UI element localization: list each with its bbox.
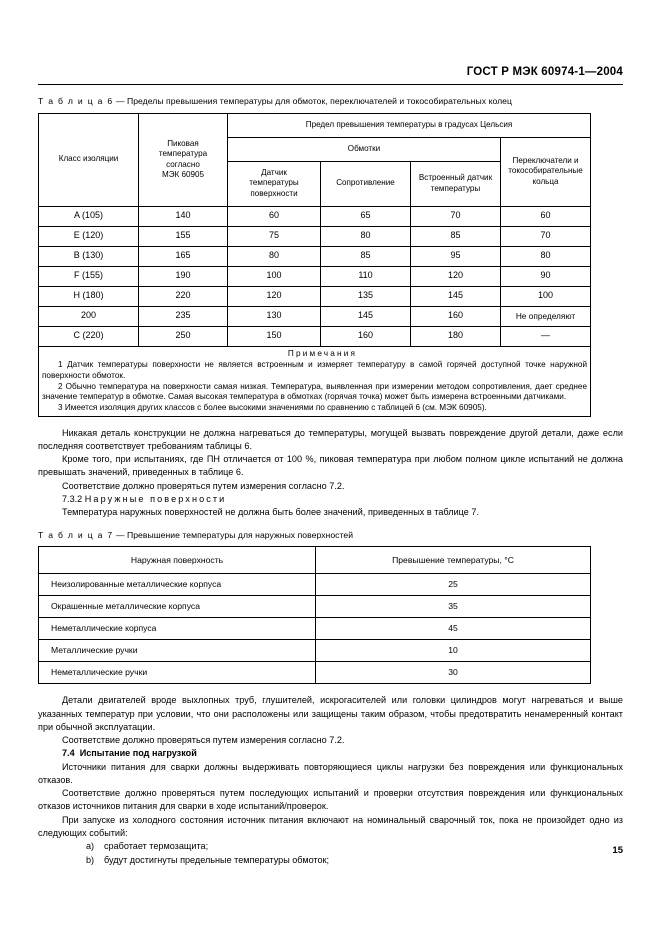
list-item: [38, 840, 623, 854]
table6-caption: [38, 96, 623, 107]
section-heading-7-3-2: [38, 493, 623, 506]
cell-class: B (130): [39, 246, 139, 266]
switches-line2: токособирательные: [508, 166, 583, 176]
cell-rise: 30: [316, 662, 591, 684]
cell-surface-name: Металлические ручки: [39, 640, 316, 662]
cell-peak: 165: [139, 246, 228, 266]
cell-surface-name: Неметаллические ручки: [39, 662, 316, 684]
cell-surface: 100: [228, 266, 321, 286]
table-row: [39, 662, 591, 684]
table6-col-resistance: Сопротивление: [321, 161, 411, 206]
table7-caption-text: — Превышение температуры для наружных поверхностей: [113, 529, 354, 540]
table6-caption-text: — Пределы превышения температуры для обмоток, переключателей и токособирательных колец: [113, 96, 512, 106]
paragraph-conformity-7-2-second: Соответствие должно проверяться путем измерения согласно 7.2.: [62, 735, 345, 746]
table7-block: [38, 530, 623, 685]
cell-switches: 60: [501, 206, 591, 226]
table6-col-switches-rings: [501, 137, 591, 206]
table6: [38, 113, 591, 417]
cell-embedded: 180: [411, 326, 501, 346]
list-marker: a): [86, 841, 95, 852]
table7-caption-prefix: Т а б л и ц а 7: [38, 529, 114, 540]
surface-sensor-line2: температуры: [249, 178, 299, 188]
table6-col-peak-temperature: [139, 113, 228, 206]
cell-switches: 70: [501, 226, 591, 246]
cell-resistance: 65: [321, 206, 411, 226]
table7-col-temperature-rise: Превышение температуры, °С: [316, 547, 591, 574]
cell-embedded: 95: [411, 246, 501, 266]
paragraph-no-part-overheat: Никакая деталь конструкции не должна нагреваться до температуры, могущей вызвать повреждение другой детали, даже если последняя соответствует требованиям таблицы 6.: [38, 427, 623, 451]
note-item: 2 Обычно температура на поверхности самая низкая. Температура, выявленная при измерении методом сопротивления, дает среднее значение температур в обмотке. Самая высокая температура в обмотках (горячая точка) может быть измерена встроенными датчиками.: [42, 381, 588, 402]
table-row: [39, 574, 591, 596]
cell-class: A (105): [39, 206, 139, 226]
standard-header: ГОСТ Р МЭК 60974-1—2004: [466, 66, 623, 78]
cell-resistance: 80: [321, 226, 411, 246]
table-row: [39, 246, 591, 266]
list-text: сработает термозащита;: [104, 841, 209, 852]
page-number: 15: [612, 845, 623, 856]
peak-temp-line2: температура: [158, 149, 208, 159]
cell-peak: 220: [139, 286, 228, 306]
cell-class: H (180): [39, 286, 139, 306]
notes-title: Примечания: [287, 348, 358, 358]
section-number: 7.4: [62, 748, 75, 759]
cell-peak: 235: [139, 306, 228, 326]
table-row: [39, 596, 591, 618]
switches-line3: кольца: [532, 176, 559, 186]
cell-switches: 100: [501, 286, 591, 306]
paragraph-duty-cycle: Кроме того, при испытаниях, где ПН отличается от 100 %, пиковая температура при любом полном цикле испытаний не должна превышать значений, приведенных в таблице 6.: [38, 454, 623, 478]
table-row: [39, 306, 591, 326]
table6-notes: [39, 346, 591, 416]
cell-surface: 80: [228, 246, 321, 266]
list-text: будут достигнуты предельные температуры обмоток;: [104, 854, 330, 865]
section-title: Испытание под нагрузкой: [79, 748, 197, 759]
cell-resistance: 85: [321, 246, 411, 266]
table-row: [39, 326, 591, 346]
cell-embedded: 70: [411, 206, 501, 226]
cell-embedded: 120: [411, 266, 501, 286]
section-heading-7-4: [38, 747, 623, 760]
table7-caption: [38, 530, 623, 541]
cell-resistance: 160: [321, 326, 411, 346]
cell-rise: 25: [316, 574, 591, 596]
cell-resistance: 145: [321, 306, 411, 326]
paragraph-conformity-7-2: Соответствие должно проверяться путем измерения согласно 7.2.: [62, 480, 345, 491]
paragraph-external-surfaces: Температура наружных поверхностей не должна быть более значений, приведенных в таблице 7.: [62, 507, 480, 518]
section-number: 7.3.2: [62, 494, 83, 504]
table6-notes-row: [39, 346, 591, 416]
note-item: 3 Имеется изоляция других классов с более высокими значениями по сравнению с таблицей 6 (см. МЭК 60905).: [58, 403, 487, 413]
cell-rise: 45: [316, 618, 591, 640]
body-block-after-table7: [38, 694, 623, 867]
cell-resistance: 135: [321, 286, 411, 306]
cell-class: 200: [39, 306, 139, 326]
cell-surface: 150: [228, 326, 321, 346]
table7-header-row: [39, 547, 591, 574]
table-row: [39, 266, 591, 286]
cell-peak: 155: [139, 226, 228, 246]
table7: [38, 546, 591, 684]
list-marker: b): [86, 854, 95, 865]
cell-switches: Не определяют: [501, 306, 591, 326]
table6-col-limit-group: Предел превышения температуры в градусах Цельсия: [228, 113, 591, 137]
table-row: [39, 640, 591, 662]
list-item: [38, 854, 623, 868]
paragraph-conformity-subsequent-tests: Соответствие должно проверяться путем последующих испытаний и проверки отсутствия повреждения или функциональных отказов источников питания для сварки в ходе испытаний/проверок.: [38, 788, 623, 812]
table6-col-windings-group: Обмотки: [228, 137, 501, 161]
table6-col-surface-sensor: [228, 161, 321, 206]
surface-sensor-line1: Датчик: [261, 167, 287, 177]
peak-temp-line1: Пиковая: [167, 138, 199, 148]
cell-class: C (220): [39, 326, 139, 346]
cell-embedded: 160: [411, 306, 501, 326]
table-row: [39, 618, 591, 640]
cell-surface: 130: [228, 306, 321, 326]
table6-caption-prefix: Т а б л и ц а 6: [38, 96, 114, 106]
peak-temp-line3: согласно: [166, 159, 200, 169]
paragraph-power-sources-cycles: Источники питания для сварки должны выдерживать повторяющиеся циклы нагрузки без повреждения или функциональных отказов.: [38, 761, 623, 785]
table6-header-row-1: [39, 113, 591, 137]
peak-temp-line4: МЭК 60905: [161, 170, 205, 180]
page-content: [38, 96, 623, 867]
surface-sensor-line3: поверхности: [250, 188, 298, 198]
cell-switches: 90: [501, 266, 591, 286]
section-title: Наружные поверхности: [84, 494, 227, 504]
table-row: [39, 286, 591, 306]
cell-class: E (120): [39, 226, 139, 246]
cell-peak: 140: [139, 206, 228, 226]
paragraph-cold-start: При запуске из холодного состояния источник питания включают на номинальный сварочный ток, пока не произойдет одно из следующих событий:: [38, 814, 623, 838]
body-block-after-table6: [38, 427, 623, 520]
cell-embedded: 145: [411, 286, 501, 306]
table-row: [39, 206, 591, 226]
note-item: 1 Датчик температуры поверхности не является встроенным и измеряет температуру в самой горячей доступной точке наружной поверхности обмоток.: [42, 360, 588, 381]
cell-surface-name: Окрашенные металлические корпуса: [39, 596, 316, 618]
cell-peak: 190: [139, 266, 228, 286]
cell-embedded: 85: [411, 226, 501, 246]
paragraph-engine-parts: Детали двигателей вроде выхлопных труб, глушителей, искрогасителей или головки цилиндров могут нагреваться и выше указанных температур при условии, что они расположены или защищены таким образом, чтобы предотвратить ненамеренный контакт при обычной эксплуатации.: [38, 695, 623, 732]
cell-surface: 120: [228, 286, 321, 306]
embedded-sensor-line1: Встроенный датчик: [418, 173, 493, 183]
cell-surface: 75: [228, 226, 321, 246]
cell-rise: 10: [316, 640, 591, 662]
table7-col-surface: Наружная поверхность: [39, 547, 316, 574]
cell-surface: 60: [228, 206, 321, 226]
cell-rise: 35: [316, 596, 591, 618]
cell-peak: 250: [139, 326, 228, 346]
table6-col-embedded-sensor: [411, 161, 501, 206]
cell-switches: —: [501, 326, 591, 346]
cell-resistance: 110: [321, 266, 411, 286]
cell-switches: 80: [501, 246, 591, 266]
table-row: [39, 226, 591, 246]
header-divider: [38, 84, 623, 85]
cell-class: F (155): [39, 266, 139, 286]
cell-surface-name: Неметаллические корпуса: [39, 618, 316, 640]
embedded-sensor-line2: температуры: [430, 183, 481, 193]
cell-surface-name: Неизолированные металлические корпуса: [39, 574, 316, 596]
switches-line1: Переключатели и: [512, 155, 579, 165]
table6-col-insulation-class: Класс изоляции: [39, 113, 139, 206]
